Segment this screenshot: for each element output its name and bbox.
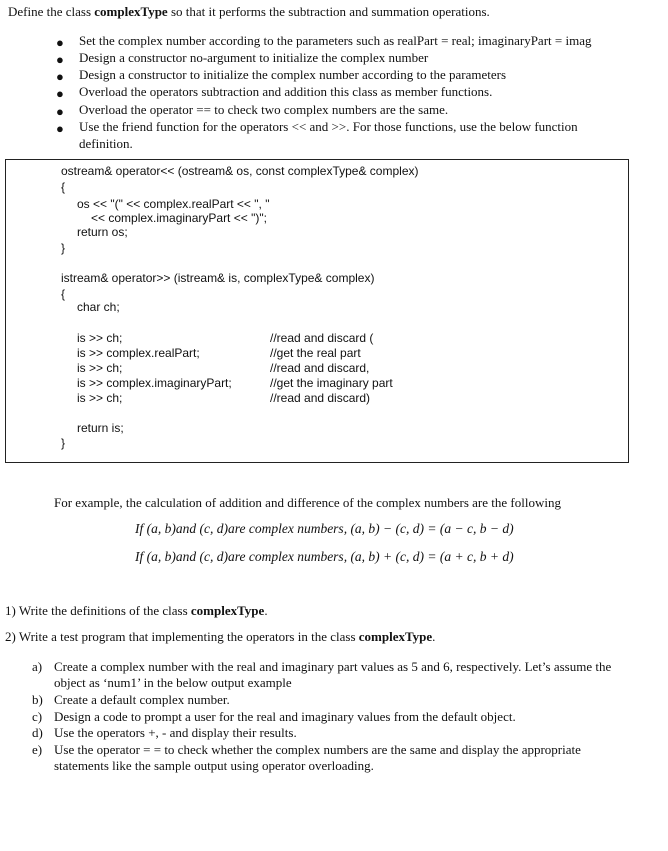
code-line: is >> ch; <box>77 361 123 375</box>
intro-paragraph: Define the class complexType so that it performs the subtraction and summation operations. <box>8 4 490 19</box>
subitem-text: Create a complex number with the real and imaginary part values as 5 and 6, respectively. Let’s assume the <box>54 659 612 674</box>
subitem-label: e) <box>32 742 43 757</box>
code-comment: //read and discard) <box>270 391 371 405</box>
equation-subtraction: If (a, b)and (c, d)are complex numbers, (a, b) − (c, d) = (a − c, b − d) <box>135 521 514 536</box>
istream-signature: istream& operator>> (istream& is, complexType& complex) <box>61 271 375 285</box>
code-line: is >> complex.imaginaryPart; <box>77 376 232 390</box>
code-comment: //get the imaginary part <box>270 376 393 390</box>
bullet-icon: ● <box>56 86 64 101</box>
code-line: << complex.imaginaryPart << ")"; <box>91 211 267 225</box>
list-item: Design a constructor no-argument to initialize the complex number <box>79 50 429 65</box>
code-line: return is; <box>77 421 124 435</box>
bullet-icon: ● <box>56 104 64 119</box>
code-line: return os; <box>77 225 128 239</box>
subitem-text: Create a default complex number. <box>54 692 230 707</box>
equation-addition: If (a, b)and (c, d)are complex numbers, (a, b) + (c, d) = (a + c, b + d) <box>135 549 514 564</box>
subitem-label: b) <box>32 692 43 707</box>
code-line: is >> ch; <box>77 391 123 405</box>
subitem-text: object as ‘num1’ in the below output example <box>54 675 292 690</box>
brace: } <box>61 436 66 450</box>
code-line: char ch; <box>77 300 120 314</box>
list-item: Overload the operator == to check two complex numbers are the same. <box>79 102 449 117</box>
bullet-icon: ● <box>56 52 64 67</box>
list-item-continuation: definition. <box>79 136 133 151</box>
list-item: Set the complex number according to the parameters such as realPart = real; imaginaryPart = imag <box>79 33 592 48</box>
code-line: is >> complex.realPart; <box>77 346 200 360</box>
bullet-icon: ● <box>56 35 64 50</box>
question-1: 1) Write the definitions of the class complexType. <box>5 603 268 618</box>
bullet-icon: ● <box>56 121 64 136</box>
subitem-label: d) <box>32 725 43 740</box>
list-item: Overload the operators subtraction and addition this class as member functions. <box>79 84 493 99</box>
ostream-signature: ostream& operator<< (ostream& os, const complexType& complex) <box>61 164 419 178</box>
code-line: os << "(" << complex.realPart << ", " <box>77 197 270 211</box>
code-comment: //get the real part <box>270 346 361 360</box>
code-comment: //read and discard ( <box>270 331 374 345</box>
question-2: 2) Write a test program that implementing the operators in the class complexType. <box>5 629 436 644</box>
subitem-label: c) <box>32 709 43 724</box>
brace: { <box>61 287 66 301</box>
bullet-icon: ● <box>56 69 64 84</box>
brace: } <box>61 241 66 255</box>
subitem-label: a) <box>32 659 43 674</box>
brace: { <box>61 180 66 194</box>
subitem-text: Design a code to prompt a user for the real and imaginary values from the default object. <box>54 709 516 724</box>
class-name: complexType <box>94 4 168 19</box>
subitem-text: statements like the sample output using operator overloading. <box>54 758 374 773</box>
code-comment: //read and discard, <box>270 361 370 375</box>
example-text: For example, the calculation of addition and difference of the complex numbers are the following <box>54 495 561 510</box>
list-item: Use the friend function for the operators << and >>. For those functions, use the below function <box>79 119 578 134</box>
list-item: Design a constructor to initialize the complex number according to the parameters <box>79 67 507 82</box>
subitem-text: Use the operator = = to check whether the complex numbers are the same and display the appropriate <box>54 742 581 757</box>
subitem-text: Use the operators +, - and display their results. <box>54 725 297 740</box>
code-line: is >> ch; <box>77 331 123 345</box>
